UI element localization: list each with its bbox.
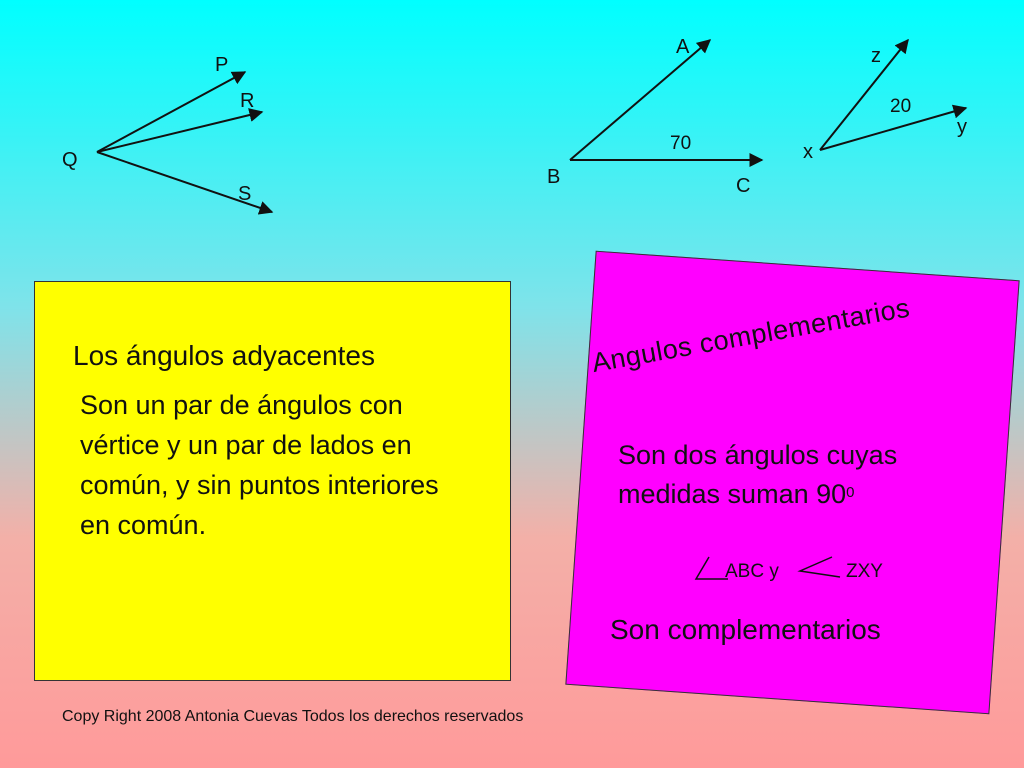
angle-zxy-label: ZXY [846, 561, 883, 582]
angle-pair-row [692, 555, 912, 585]
copyright-footer: Copy Right 2008 Antonia Cuevas Todos los derechos reservados [62, 708, 524, 725]
label-x: x [803, 141, 813, 163]
ray-qr [97, 112, 262, 152]
ninety-value: 90 [816, 479, 847, 509]
adjacent-angles-definition-box [34, 281, 511, 681]
label-r: R [240, 90, 255, 112]
angle-symbol-abc [696, 557, 728, 579]
label-p: P [215, 54, 229, 76]
adjacent-angles-diagram [62, 54, 272, 212]
measure-20: 20 [890, 96, 912, 117]
label-y: y [957, 116, 967, 138]
ray-qp [97, 72, 245, 152]
complementary-angles-title: Angulos complementarios [589, 292, 913, 379]
measure-70: 70 [670, 133, 692, 154]
angle-abc-label: ABC y [725, 561, 779, 582]
complementary-result: Son complementarios [610, 614, 881, 645]
label-z: z [871, 45, 881, 67]
label-q: Q [62, 149, 78, 171]
ray-xz [820, 40, 908, 150]
complementary-angles-text [618, 436, 968, 514]
label-s: S [238, 183, 252, 205]
label-a: A [676, 36, 690, 58]
angle-zxy-diagram [803, 40, 967, 163]
degree-mark: 0 [846, 484, 855, 501]
label-c: C [736, 175, 751, 197]
adjacent-angles-text: Son un par de ángulos con vértice y un par de lados en común, y sin puntos interiores en común. [80, 390, 439, 540]
adjacent-angles-title: Los ángulos adyacentes [73, 340, 375, 371]
label-b: B [547, 166, 561, 188]
angle-abc-diagram [547, 36, 762, 197]
angle-symbol-zxy [800, 557, 840, 577]
complementary-definition: Son dos ángulos cuyas medidas suman [618, 440, 898, 509]
